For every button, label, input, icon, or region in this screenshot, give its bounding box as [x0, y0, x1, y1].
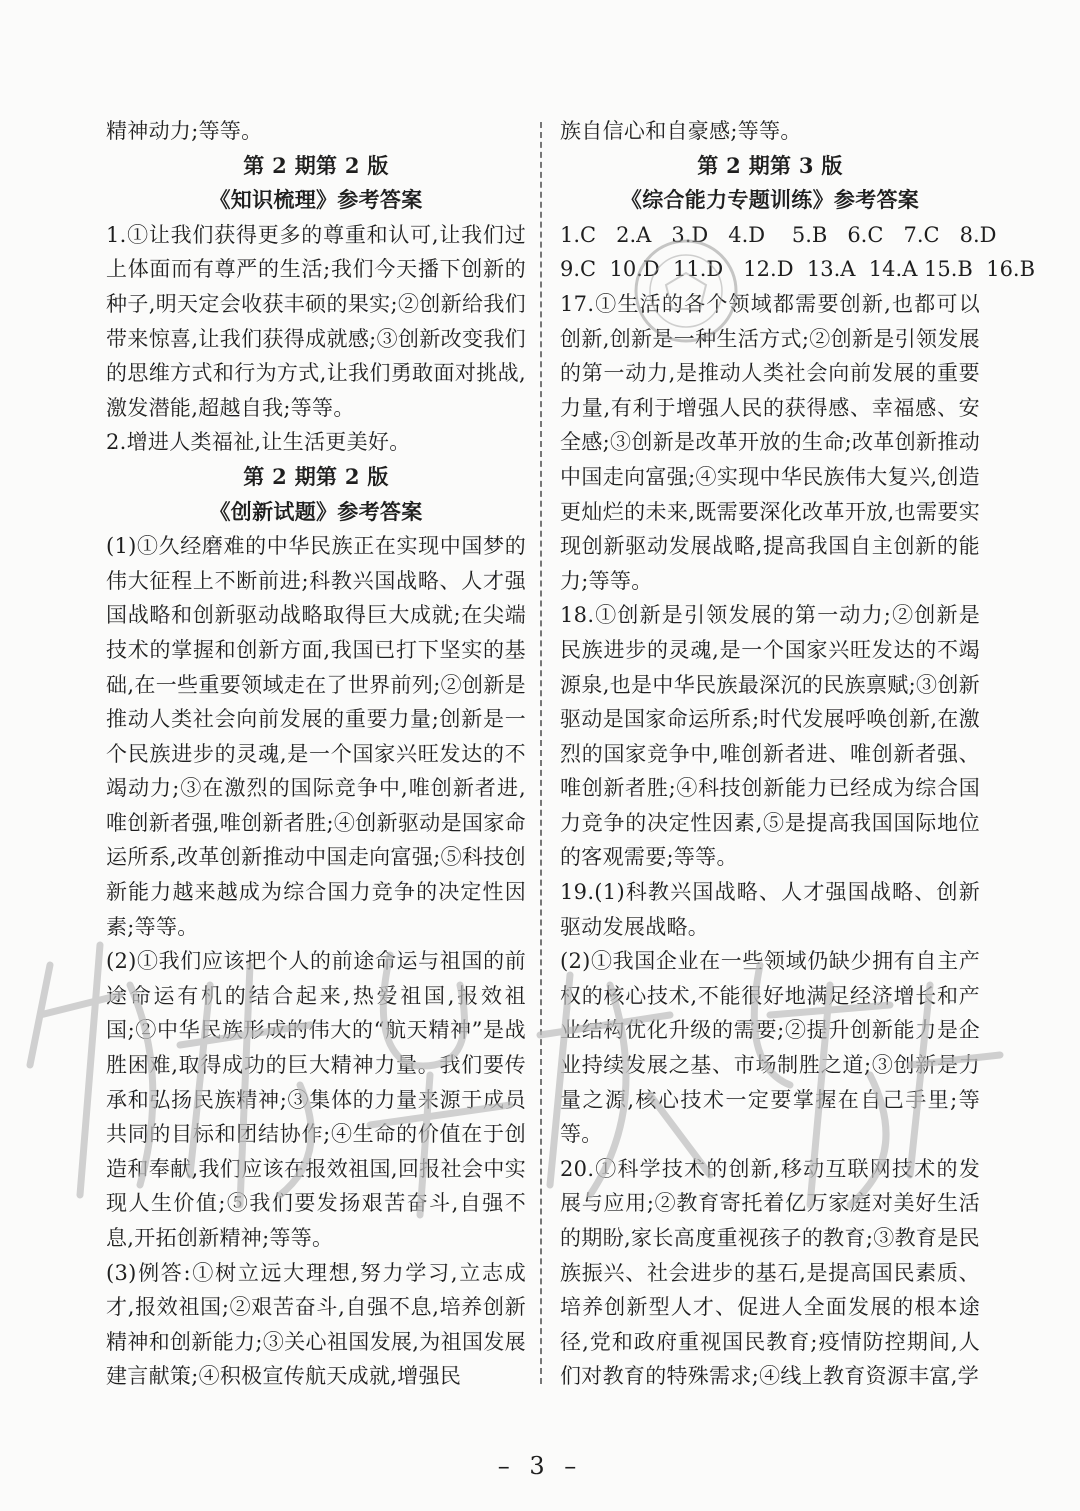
answer-paragraph: 17.①生活的各个领域都需要创新,也都可以创新,创新是一种生活方式;②创新是引领发展的第一动力,是推动人类社会向前发展的重要力量,有利于增强人民的获得感、幸福感、安全感;③创新是改革开放的生命;改革创新推动中国走向富强;④实现中华民族伟大复兴,创造更灿烂的未来,既需要深化改革开放,也需要实现创新驱动发展战略,提高我国自主创新的能力;等等。 [560, 291, 980, 593]
section-heading-title: 《综合能力专题训练》参考答案 [620, 187, 920, 213]
section-heading-issue: 第 2 期第 3 版 [697, 152, 843, 178]
answer-paragraph: 2.增进人类福祉,让生活更美好。 [106, 430, 411, 455]
left-line-0: 精神动力;等等。 [106, 119, 263, 143]
multiple-choice-answers: 1.C 2.A 3.D 4.D 5.B 6.C 7.C 8.D [560, 222, 997, 247]
answer-paragraph: (2)①我国企业在一些领域仍缺少拥有自主产权的核心技术,不能很好地满足经济增长和产业结构优化升级的需要;②提升创新能力是企业持续发展之基、市场制胜之道;③创新是力量之源,核心技术一定要掌握在自己手里;等等。 [560, 949, 980, 1147]
section-heading-issue: 第 2 期第 2 版 [243, 152, 389, 178]
answer-paragraph: (2)①我们应该把个人的前途命运与祖国的前途命运有机的结合起来,热爱祖国,报效祖国;②中华民族形成的伟大的“航天精神”是战胜困难,取得成功的巨大精神力量。我们要传承和弘扬民族精神;③集体的力量来源于成员共同的目标和团结协作;④生命的价值在于创造和奉献,我们应该在报效祖国,回报社会中实现人生价值;⑤我们要发扬艰苦奋斗,自强不息,开拓创新精神;等等。 [106, 949, 526, 1250]
answer-paragraph: 19.(1)科教兴国战略、人才强国战略、创新驱动发展战略。 [560, 880, 980, 939]
answer-paragraph: 20.①科学技术的创新,移动互联网技术的发展与应用;②教育寄托着亿万家庭对美好生活的期盼,家长高度重视孩子的教育;③教育是民族振兴、社会进步的基石,是提高国民素质、培养创新型人才、促进人全面发展的根本途径,党和政府重视国民教育;疫情防控期间,人们对教育的特殊需求;④线上教育资源丰富,学 [560, 1156, 980, 1389]
answer-paragraph: (3)例答:①树立远大理想,努力学习,立志成才,报效祖国;②艰苦奋斗,自强不息,培养创新精神和创新能力;③关心祖国发展,为祖国发展建言献策;④积极宣传航天成就,增强民 [106, 1260, 526, 1389]
section-heading-title: 《创新试题》参考答案 [209, 498, 423, 524]
section-heading-issue: 第 2 期第 2 版 [243, 463, 389, 489]
answer-paragraph: 18.①创新是引领发展的第一动力;②创新是民族进步的灵魂,是一个国家兴旺发达的不竭源泉,也是中华民族最深沉的民族禀赋;③创新驱动是国家命运所系;时代发展呼唤创新,在激烈的国家竞争中,唯创新者进、唯创新者强、唯创新者胜;④科技创新能力已经成为综合国力竞争的决定性因素,⑤是提高我国国际地位的客观需要;等等。 [560, 603, 980, 870]
right-column [560, 114, 1036, 1394]
section-heading-title: 《知识梳理》参考答案 [209, 187, 423, 213]
right-line-0: 族自信心和自豪感;等等。 [560, 119, 802, 143]
multiple-choice-answers: 9.C 10.D 11.D 12.D 13.A 14.A 15.B 16.B [560, 257, 1036, 282]
column-divider [540, 122, 542, 1384]
left-column [106, 114, 526, 1394]
answer-paragraph: (1)①久经磨难的中华民族正在实现中国梦的伟大征程上不断前进;科教兴国战略、人才强国战略和创新驱动战略取得巨大成就;在尖端技术的掌握和创新方面,我国已打下坚实的基础,在一些重要领域走在了世界前列;②创新是推动人类社会向前发展的重要力量;创新是一个民族进步的灵魂,是一个国家兴旺发达的不竭动力;③在激烈的国际竞争中,唯创新者进,唯创新者强,唯创新者胜;④创新驱动是国家命运所系,改革创新推动中国走向富强;⑤科技创新能力越来越成为综合国力竞争的决定性因素;等等。 [106, 534, 526, 939]
answer-paragraph: 1.①让我们获得更多的尊重和认可,让我们过上体面而有尊严的生活;我们今天播下创新的种子,明天定会收获丰硕的果实;②创新给我们带来惊喜,让我们获得成就感;③创新改变我们的思维方式和行为方式,让我们勇敢面对挑战,激发潜能,超越自我;等等。 [106, 222, 526, 420]
stamp-seal-icon [630, 235, 742, 347]
page-number: – 3 – [497, 1452, 583, 1480]
